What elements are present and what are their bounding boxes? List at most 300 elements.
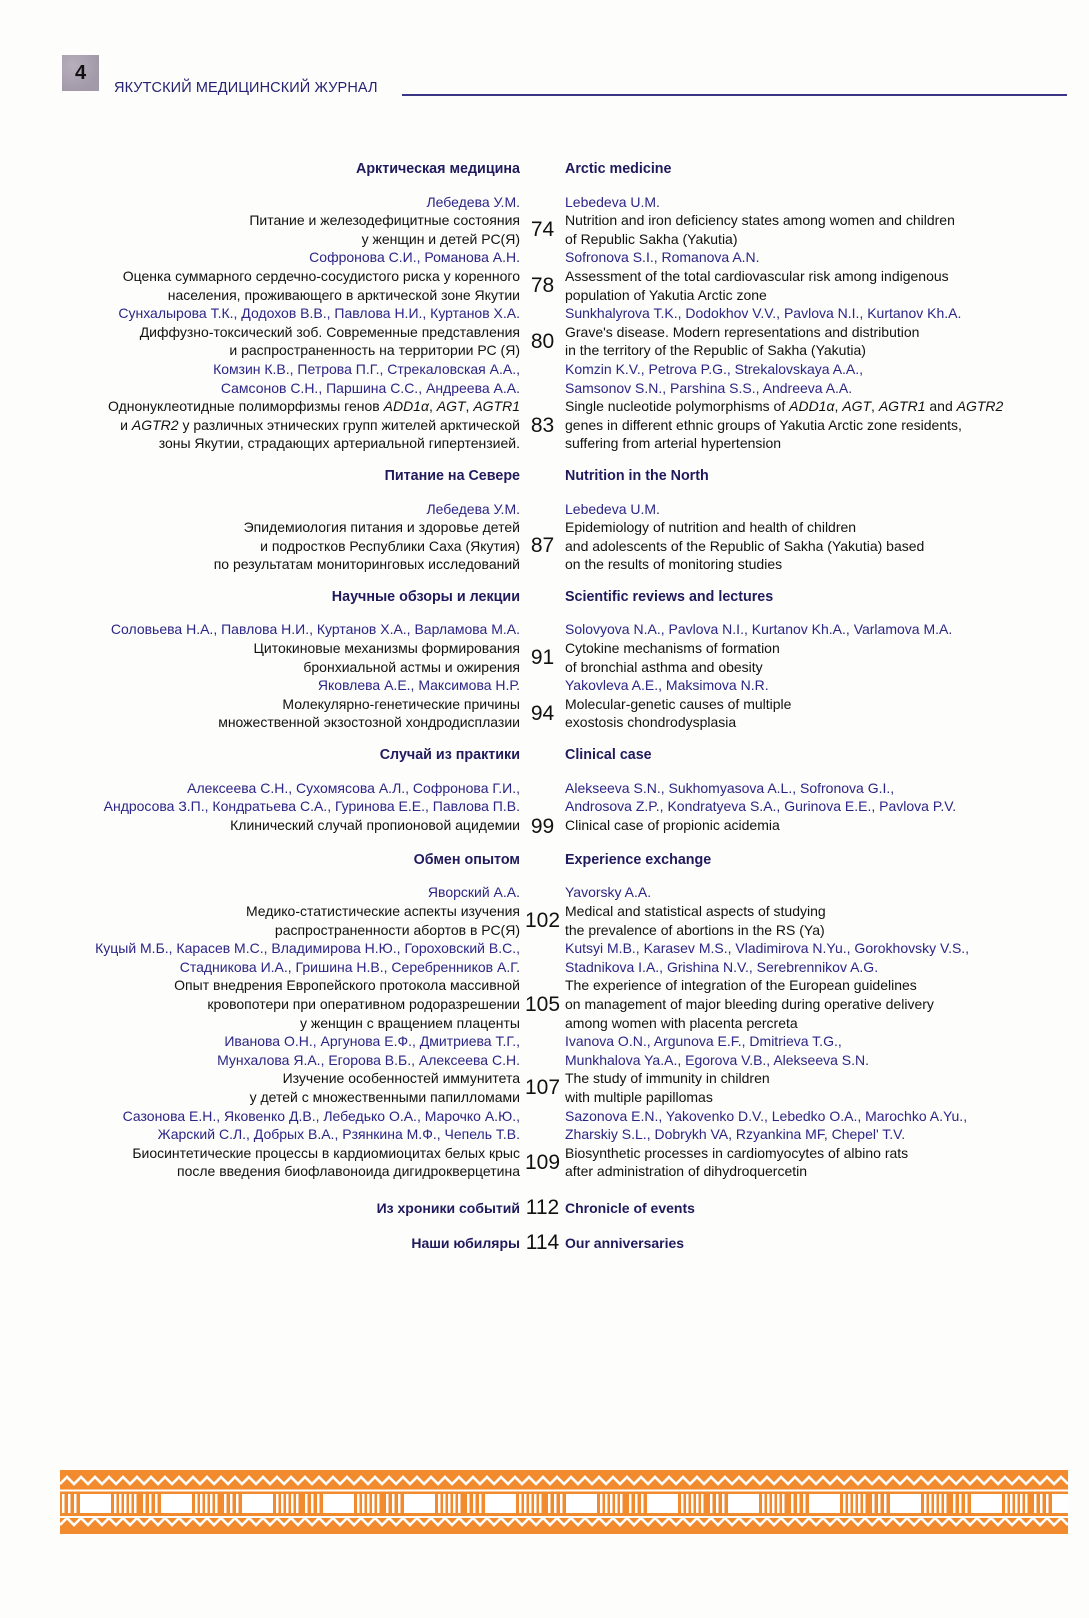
- author-line: Андросова З.П., Кондратьева С.А., Гуринова Е.Е., Павлова П.В.: [103, 798, 520, 815]
- ornament-bar: [305, 1494, 308, 1513]
- ornament-bar: [398, 1494, 401, 1513]
- ornament-bar: [803, 1494, 806, 1513]
- ornament-bar: [686, 1494, 689, 1513]
- authors-ru: [0, 1107, 520, 1144]
- toc-entry[interactable]: [0, 939, 1089, 1032]
- authors-row: [0, 883, 1089, 902]
- author-line: Ivanova O.N., Argunova E.F., Dmitrieva T.G.,: [565, 1033, 842, 1050]
- author-line: Сазонова Е.Н., Яковенко Д.В., Лебедько О.А., Марочко А.Ю.,: [122, 1107, 520, 1124]
- title-line: Assessment of the total cardiovascular risk among indigenous: [565, 267, 949, 284]
- author-line: Лебедева У.М.: [426, 500, 520, 517]
- title-line: бронхиальной астмы и ожирения: [303, 658, 520, 675]
- title-line: по результатам мониторинговых исследований: [213, 556, 520, 573]
- toc-entry[interactable]: [0, 500, 1089, 574]
- article-title-ru: [0, 902, 520, 939]
- page-number-link[interactable]: 99: [530, 814, 555, 838]
- author-line: Куцый М.Б., Карасев М.С., Владимирова Н.Ю., Гороховский В.С.,: [95, 940, 520, 957]
- section-header: [0, 851, 1089, 870]
- section-header: [0, 467, 1089, 486]
- ornament-box: [566, 1494, 597, 1513]
- ornament-bar: [722, 1494, 725, 1513]
- ornament-bar: [944, 1494, 947, 1513]
- author-line: Софронова С.И., Романова А.Н.: [309, 249, 520, 266]
- title-line: Биосинтетические процессы в кардиомиоцитах белых крыс: [132, 1144, 520, 1161]
- ornament-bar: [453, 1494, 456, 1513]
- ornament-bar: [610, 1494, 613, 1513]
- page-number-link[interactable]: 83: [530, 413, 555, 437]
- title-row: [0, 323, 1089, 360]
- author-line: Samsonov S.N., Parshina S.S., Andreeva A.A.: [565, 379, 853, 396]
- title-line: with multiple papillomas: [565, 1088, 713, 1105]
- ornament-bar: [878, 1494, 881, 1513]
- article-title-en: [565, 976, 1065, 1032]
- ornament-bar: [884, 1494, 887, 1513]
- author-line: Sunkhalyrova T.K., Dodokhov V.V., Pavlova N.I., Kurtanov Kh.A.: [565, 305, 962, 322]
- title-line: and adolescents of the Republic of Sakha (Yakutia) based: [565, 537, 925, 554]
- ornament-bar: [872, 1494, 875, 1513]
- title-line: Medical and statistical aspects of studying: [565, 903, 826, 919]
- ornament-bar: [843, 1494, 846, 1513]
- article-title-en: [565, 695, 1065, 732]
- toc-entry[interactable]: [0, 883, 1089, 939]
- ornament-bar: [863, 1494, 866, 1513]
- ornament-bar: [1034, 1494, 1037, 1513]
- article-title-en: [565, 211, 1065, 248]
- author-line: Мунхалова Я.А., Егорова В.Б., Алексеева С.Н.: [217, 1051, 520, 1068]
- title-line: Single nucleotide polymorphisms of ADD1α, AGT, AGTR1 and AGTR2: [565, 398, 1004, 415]
- ornament-bar: [762, 1494, 765, 1513]
- title-line: Nutrition and iron deficiency states among women and children: [565, 212, 955, 229]
- title-line: of Republic Sakha (Yakutia): [565, 230, 738, 247]
- author-line: Сунхалырова Т.К., Додохов В.В., Павлова Н.И., Куртанов Х.А.: [118, 305, 520, 322]
- page-number-link[interactable]: 107: [524, 1076, 561, 1100]
- ornament-box: [161, 1494, 192, 1513]
- article-title-en: [565, 267, 1065, 304]
- article-title-ru: [0, 816, 520, 835]
- authors-en: [565, 360, 1065, 397]
- ornament-bar: [848, 1494, 851, 1513]
- title-row: [0, 397, 1089, 453]
- ornament-bar: [114, 1494, 117, 1513]
- article-title-en: [565, 639, 1065, 676]
- authors-row: [0, 1032, 1089, 1069]
- article-title-ru: [0, 1144, 520, 1181]
- ornament-bar: [1020, 1494, 1023, 1513]
- ornament-bar: [524, 1494, 527, 1513]
- page-number-link[interactable]: 109: [524, 1150, 561, 1174]
- authors-ru: [0, 676, 520, 695]
- page-number: 4: [74, 61, 87, 84]
- title-row: [0, 976, 1089, 1032]
- ornament-bar: [62, 1494, 65, 1513]
- ornament-bar: [534, 1494, 537, 1513]
- ornament-bar: [74, 1494, 77, 1513]
- title-line: и AGTR2 у различных этнических групп жителей арктической: [120, 416, 520, 433]
- authors-en: [565, 1107, 1065, 1144]
- author-line: Яворский А.А.: [427, 884, 520, 901]
- ornament-bar: [392, 1494, 395, 1513]
- title-line: Изучение особенностей иммунитета: [282, 1070, 520, 1087]
- ornament-box: [323, 1494, 354, 1513]
- title-line: распространенности абортов в РС(Я): [274, 921, 520, 938]
- authors-row: [0, 620, 1089, 639]
- ornament-bar: [286, 1494, 289, 1513]
- article-title-ru: [0, 267, 520, 304]
- article-title-ru: [0, 518, 520, 574]
- title-line: у женщин и детей РС(Я): [361, 230, 520, 247]
- ornament-bar: [797, 1494, 800, 1513]
- title-line: Оценка суммарного сердечно-сосудистого риска у коренного: [122, 267, 520, 284]
- ornament-bar: [629, 1494, 632, 1513]
- toc-entry[interactable]: [0, 779, 1089, 837]
- section-header: [0, 746, 1089, 765]
- ornament-bar: [281, 1494, 284, 1513]
- ornament-bar: [210, 1494, 213, 1513]
- ornament-bar: [205, 1494, 208, 1513]
- closing-section-entry[interactable]: [0, 1230, 1089, 1254]
- toc-entry[interactable]: [0, 360, 1089, 453]
- section-title-ru: Научные обзоры и лекции: [331, 588, 520, 605]
- ornament-box: [647, 1494, 678, 1513]
- ornament-box: [242, 1494, 273, 1513]
- article-title-ru: [0, 323, 520, 360]
- section-title-en: Our anniversaries: [565, 1234, 685, 1251]
- authors-ru: [0, 193, 520, 212]
- authors-row: [0, 248, 1089, 267]
- authors-row: [0, 360, 1089, 397]
- ornament-bar: [224, 1494, 227, 1513]
- ornament-bar: [200, 1494, 203, 1513]
- authors-row: [0, 304, 1089, 323]
- ornament-bar: [635, 1494, 638, 1513]
- ornament-bar: [539, 1494, 542, 1513]
- ornament-bar: [519, 1494, 522, 1513]
- title-line: of bronchial asthma and obesity: [565, 658, 763, 675]
- ornament-bar: [443, 1494, 446, 1513]
- section-title-ru: Случай из практики: [379, 747, 520, 764]
- author-line: Комзин К.В., Петрова П.Г., Стрекаловская А.А.,: [213, 360, 520, 377]
- author-line: Лебедева У.М.: [426, 193, 520, 210]
- ornament-bar: [386, 1494, 389, 1513]
- ornament-bar: [1046, 1494, 1049, 1513]
- ornament-box: [80, 1494, 111, 1513]
- title-row: [0, 518, 1089, 574]
- title-line: Epidemiology of nutrition and health of children: [565, 519, 857, 536]
- ornament-bar: [143, 1494, 146, 1513]
- ornament-bar: [853, 1494, 856, 1513]
- title-row: [0, 267, 1089, 304]
- article-title-ru: [0, 695, 520, 732]
- ornament-box: [485, 1494, 516, 1513]
- band-line-bottom: [60, 1516, 1068, 1518]
- table-of-contents: [0, 160, 1089, 1252]
- ornament-bar: [560, 1494, 563, 1513]
- authors-en: [565, 676, 1065, 695]
- journal-title: ЯКУТСКИЙ МЕДИЦИНСКИЙ ЖУРНАЛ: [114, 80, 378, 96]
- author-line: Yakovleva A.E., Maksimova N.R.: [565, 677, 769, 694]
- ornament-bar: [438, 1494, 441, 1513]
- ornament-bar: [701, 1494, 704, 1513]
- title-line: among women with placenta percreta: [565, 1014, 798, 1031]
- decorative-ornament-border: [60, 1470, 1068, 1534]
- ornament-bar: [548, 1494, 551, 1513]
- authors-row: [0, 939, 1089, 976]
- ornament-bar: [236, 1494, 239, 1513]
- toc-entry[interactable]: [0, 248, 1089, 304]
- ornament-bar: [696, 1494, 699, 1513]
- page-number-link[interactable]: 87: [530, 534, 555, 558]
- ornament-bar: [1015, 1494, 1018, 1513]
- title-line: in the territory of the Republic of Sakha (Yakutia): [565, 342, 866, 359]
- ornament-bar: [357, 1494, 360, 1513]
- ornament-bar: [311, 1494, 314, 1513]
- ornament-bar: [929, 1494, 932, 1513]
- ornament-bar: [858, 1494, 861, 1513]
- ornament-bar: [479, 1494, 482, 1513]
- authors-en: [565, 304, 1065, 323]
- ornament-box: [728, 1494, 759, 1513]
- toc-entry[interactable]: [0, 1107, 1089, 1181]
- title-line: Опыт внедрения Европейского протокола массивной: [174, 977, 520, 994]
- title-line: множественной экзостозной хондродисплазии: [218, 714, 520, 731]
- author-line: Yavorsky A.A.: [565, 884, 652, 901]
- section-title-en: Experience exchange: [565, 851, 712, 868]
- title-line: genes in different ethnic groups of Yakutia Arctic zone residents,: [565, 416, 962, 433]
- article-title-en: [565, 902, 1065, 939]
- ornament-bar: [362, 1494, 365, 1513]
- ornament-bar: [1040, 1494, 1043, 1513]
- author-line: Стадникова И.А., Гришина Н.В., Серебренников А.Г.: [179, 958, 520, 975]
- closing-section-entry[interactable]: [0, 1196, 1089, 1220]
- toc-entry[interactable]: [0, 1032, 1089, 1106]
- title-row: [0, 211, 1089, 248]
- author-line: Solovyova N.A., Pavlova N.I., Kurtanov Kh.A., Varlamova M.A.: [565, 621, 953, 638]
- title-line: Цитокиновые механизмы формирования: [253, 640, 520, 657]
- ornament-bar: [772, 1494, 775, 1513]
- ornament-box: [404, 1494, 435, 1513]
- section-title-ru: Арктическая медицина: [356, 161, 520, 177]
- title-line: The experience of integration of the European guidelines: [565, 977, 917, 994]
- article-title-en: [565, 518, 1065, 574]
- section-title-en: Chronicle of events: [565, 1199, 695, 1216]
- article-title-en: [565, 1069, 1065, 1106]
- ornament-bar: [467, 1494, 470, 1513]
- title-line: Диффузно-токсический зоб. Современные представления: [139, 323, 520, 340]
- article-title-ru: [0, 976, 520, 1032]
- authors-row: [0, 500, 1089, 519]
- ornament-bar: [965, 1494, 968, 1513]
- author-line: Sofronova S.I., Romanova A.N.: [565, 249, 760, 266]
- page-number-badge: [62, 55, 99, 91]
- authors-row: [0, 779, 1089, 816]
- title-line: Clinical case of propionic acidemia: [565, 816, 780, 833]
- ornament-bar: [134, 1494, 137, 1513]
- title-line: The study of immunity in children: [565, 1070, 770, 1087]
- article-title-en: [565, 1144, 1065, 1181]
- title-line: after administration of dihydroquercetin: [565, 1163, 808, 1180]
- ornament-bar: [372, 1494, 375, 1513]
- ornament-bar: [296, 1494, 299, 1513]
- title-line: Molecular-genetic causes of multiple: [565, 695, 792, 712]
- authors-en: [565, 193, 1065, 212]
- page-number-link[interactable]: 114: [525, 1230, 560, 1254]
- ornament-bar: [195, 1494, 198, 1513]
- ornament-bar: [448, 1494, 451, 1513]
- ornament-bar: [681, 1494, 684, 1513]
- title-line: the prevalence of abortions in the RS (Ya): [565, 921, 825, 938]
- article-title-ru: [0, 1069, 520, 1106]
- authors-row: [0, 676, 1089, 695]
- authors-ru: [0, 620, 520, 639]
- title-line: suffering from arterial hypertension: [565, 435, 782, 452]
- author-line: Munkhalova Ya.A., Egorova V.B., Alekseeva S.N.: [565, 1051, 870, 1068]
- ornament-bar: [710, 1494, 713, 1513]
- authors-ru: [0, 304, 520, 323]
- authors-en: [565, 779, 1065, 816]
- section-title-ru: Из хроники событий: [376, 1199, 520, 1216]
- ornament-bar: [473, 1494, 476, 1513]
- title-line: зоны Якутии, страдающих артериальной гипертензией.: [158, 435, 520, 452]
- title-line: и распространенность на территории РС (Я): [229, 342, 520, 359]
- ornament-bar: [691, 1494, 694, 1513]
- ornament-bar: [620, 1494, 623, 1513]
- authors-ru: [0, 1032, 520, 1069]
- ornament-bar: [1005, 1494, 1008, 1513]
- page-number-link[interactable]: 112: [525, 1196, 560, 1220]
- title-line: у женщин с вращением плаценты: [299, 1014, 520, 1031]
- article-title-ru: [0, 211, 520, 248]
- ornament-bar: [367, 1494, 370, 1513]
- ornament-bar: [767, 1494, 770, 1513]
- ornament-bar: [959, 1494, 962, 1513]
- ornament-bar: [600, 1494, 603, 1513]
- toc-entry[interactable]: [0, 620, 1089, 676]
- title-line: exostosis chondrodysplasia: [565, 714, 737, 731]
- ornament-bar: [215, 1494, 218, 1513]
- header-rule: [402, 94, 1067, 96]
- ornament-bar: [155, 1494, 158, 1513]
- author-line: Жарский С.Л., Добрых В.А., Рзянкина М.Ф., Чепель Т.В.: [157, 1126, 520, 1143]
- author-line: Яковлева А.Е., Максимова Н.Р.: [317, 677, 520, 694]
- ornament-box: [890, 1494, 921, 1513]
- article-title-en: [565, 323, 1065, 360]
- ornament-bar: [605, 1494, 608, 1513]
- ornament-bar: [276, 1494, 279, 1513]
- title-row: [0, 902, 1089, 939]
- authors-en: [565, 248, 1065, 267]
- page-number-link[interactable]: 94: [530, 701, 555, 725]
- ornament-bar: [782, 1494, 785, 1513]
- ornament-bar: [119, 1494, 122, 1513]
- title-line: on the results of monitoring studies: [565, 556, 783, 573]
- toc-entry[interactable]: [0, 676, 1089, 732]
- author-line: Kutsyi M.B., Karasev M.S., Vladimirova N.Yu., Gorokhovsky V.S.,: [565, 940, 970, 957]
- title-row: [0, 1144, 1089, 1181]
- ornament-bar: [1010, 1494, 1013, 1513]
- section-header: [0, 160, 1089, 179]
- page-number-link[interactable]: 91: [530, 646, 555, 670]
- authors-ru: [0, 939, 520, 976]
- title-row: [0, 816, 1089, 837]
- ornament-bar: [791, 1494, 794, 1513]
- author-line: Zharskiy S.L., Dobrykh VA, Rzyankina MF, Chepel' T.V.: [565, 1126, 906, 1143]
- section-title-en: Scientific reviews and lectures: [565, 588, 774, 605]
- ornament-bar: [291, 1494, 294, 1513]
- page-number-link[interactable]: 102: [524, 909, 561, 933]
- title-row: [0, 1069, 1089, 1106]
- ornament-box: [971, 1494, 1002, 1513]
- article-title-ru: [0, 639, 520, 676]
- authors-ru: [0, 779, 520, 816]
- ornament-bar: [1025, 1494, 1028, 1513]
- title-line: Однонуклеотидные полиморфизмы генов ADD1α, AGT, AGTR1: [108, 398, 520, 415]
- ornament-bar: [317, 1494, 320, 1513]
- ornament-bar: [129, 1494, 132, 1513]
- author-line: Самсонов С.Н., Паршина С.С., Андреева А.А.: [220, 379, 520, 396]
- title-line: после введения биофлавоноида дигидрокверцетина: [177, 1163, 520, 1180]
- article-title-ru: [0, 397, 520, 453]
- authors-en: [565, 620, 1065, 639]
- section-title-en: Nutrition in the North: [565, 467, 709, 484]
- author-line: Stadnikova I.A., Grishina N.V., Serebrennikov A.G.: [565, 958, 879, 975]
- section-header: [0, 588, 1089, 607]
- toc-entry[interactable]: [0, 304, 1089, 360]
- title-row: [0, 695, 1089, 732]
- page-number-link[interactable]: 78: [530, 274, 555, 298]
- title-line: населения, проживающего в арктической зоне Якутии: [167, 286, 520, 303]
- ornament-bar: [716, 1494, 719, 1513]
- author-line: Sazonova E.N., Yakovenko D.V., Lebedko O.A., Marochko A.Yu.,: [565, 1107, 968, 1124]
- authors-en: [565, 500, 1065, 519]
- ornament-bar: [68, 1494, 71, 1513]
- ornament-bar: [230, 1494, 233, 1513]
- section-title-ru: Обмен опытом: [413, 851, 520, 868]
- title-line: и подростков Республики Саха (Якутия): [260, 537, 520, 554]
- authors-ru: [0, 500, 520, 519]
- title-line: Клинический случай пропионовой ацидемии: [230, 816, 520, 833]
- author-line: Lebedeva U.M.: [565, 193, 660, 210]
- authors-row: [0, 1107, 1089, 1144]
- page-number-link[interactable]: 74: [530, 218, 555, 242]
- title-line: Biosynthetic processes in cardiomyocytes of albino rats: [565, 1144, 909, 1161]
- ornament-bar: [149, 1494, 152, 1513]
- author-line: Komzin K.V., Petrova P.G., Strekalovskaya A.A.,: [565, 360, 864, 377]
- ornament-bar: [554, 1494, 557, 1513]
- title-row: [0, 639, 1089, 676]
- ornament-bar: [124, 1494, 127, 1513]
- authors-en: [565, 883, 1065, 902]
- ornament-bar: [953, 1494, 956, 1513]
- title-line: Эпидемиология питания и здоровье детей: [243, 519, 520, 536]
- title-line: population of Yakutia Arctic zone: [565, 286, 767, 303]
- page-number-link[interactable]: 105: [524, 992, 561, 1016]
- section-title-en: Clinical case: [565, 747, 652, 764]
- author-line: Алексеева С.Н., Сухомясова А.Л., Софронова Г.И.,: [187, 779, 520, 796]
- page-number-link[interactable]: 80: [530, 329, 555, 353]
- authors-row: [0, 193, 1089, 212]
- ornament-bar: [529, 1494, 532, 1513]
- toc-entry[interactable]: [0, 193, 1089, 249]
- title-line: Cytokine mechanisms of formation: [565, 640, 780, 657]
- title-line: Grave's disease. Modern representations and distribution: [565, 323, 920, 340]
- title-line: Питание и железодефицитные состояния: [249, 212, 520, 229]
- title-line: кровопотери при оперативном родоразрешении: [207, 995, 520, 1012]
- section-title-ru: Питание на Севере: [384, 467, 520, 484]
- ornament-box: [1052, 1494, 1068, 1513]
- author-line: Соловьева Н.А., Павлова Н.И., Куртанов Х.А., Варламова М.А.: [110, 621, 520, 638]
- article-title-en: [565, 397, 1065, 453]
- article-title-en: [565, 816, 1065, 835]
